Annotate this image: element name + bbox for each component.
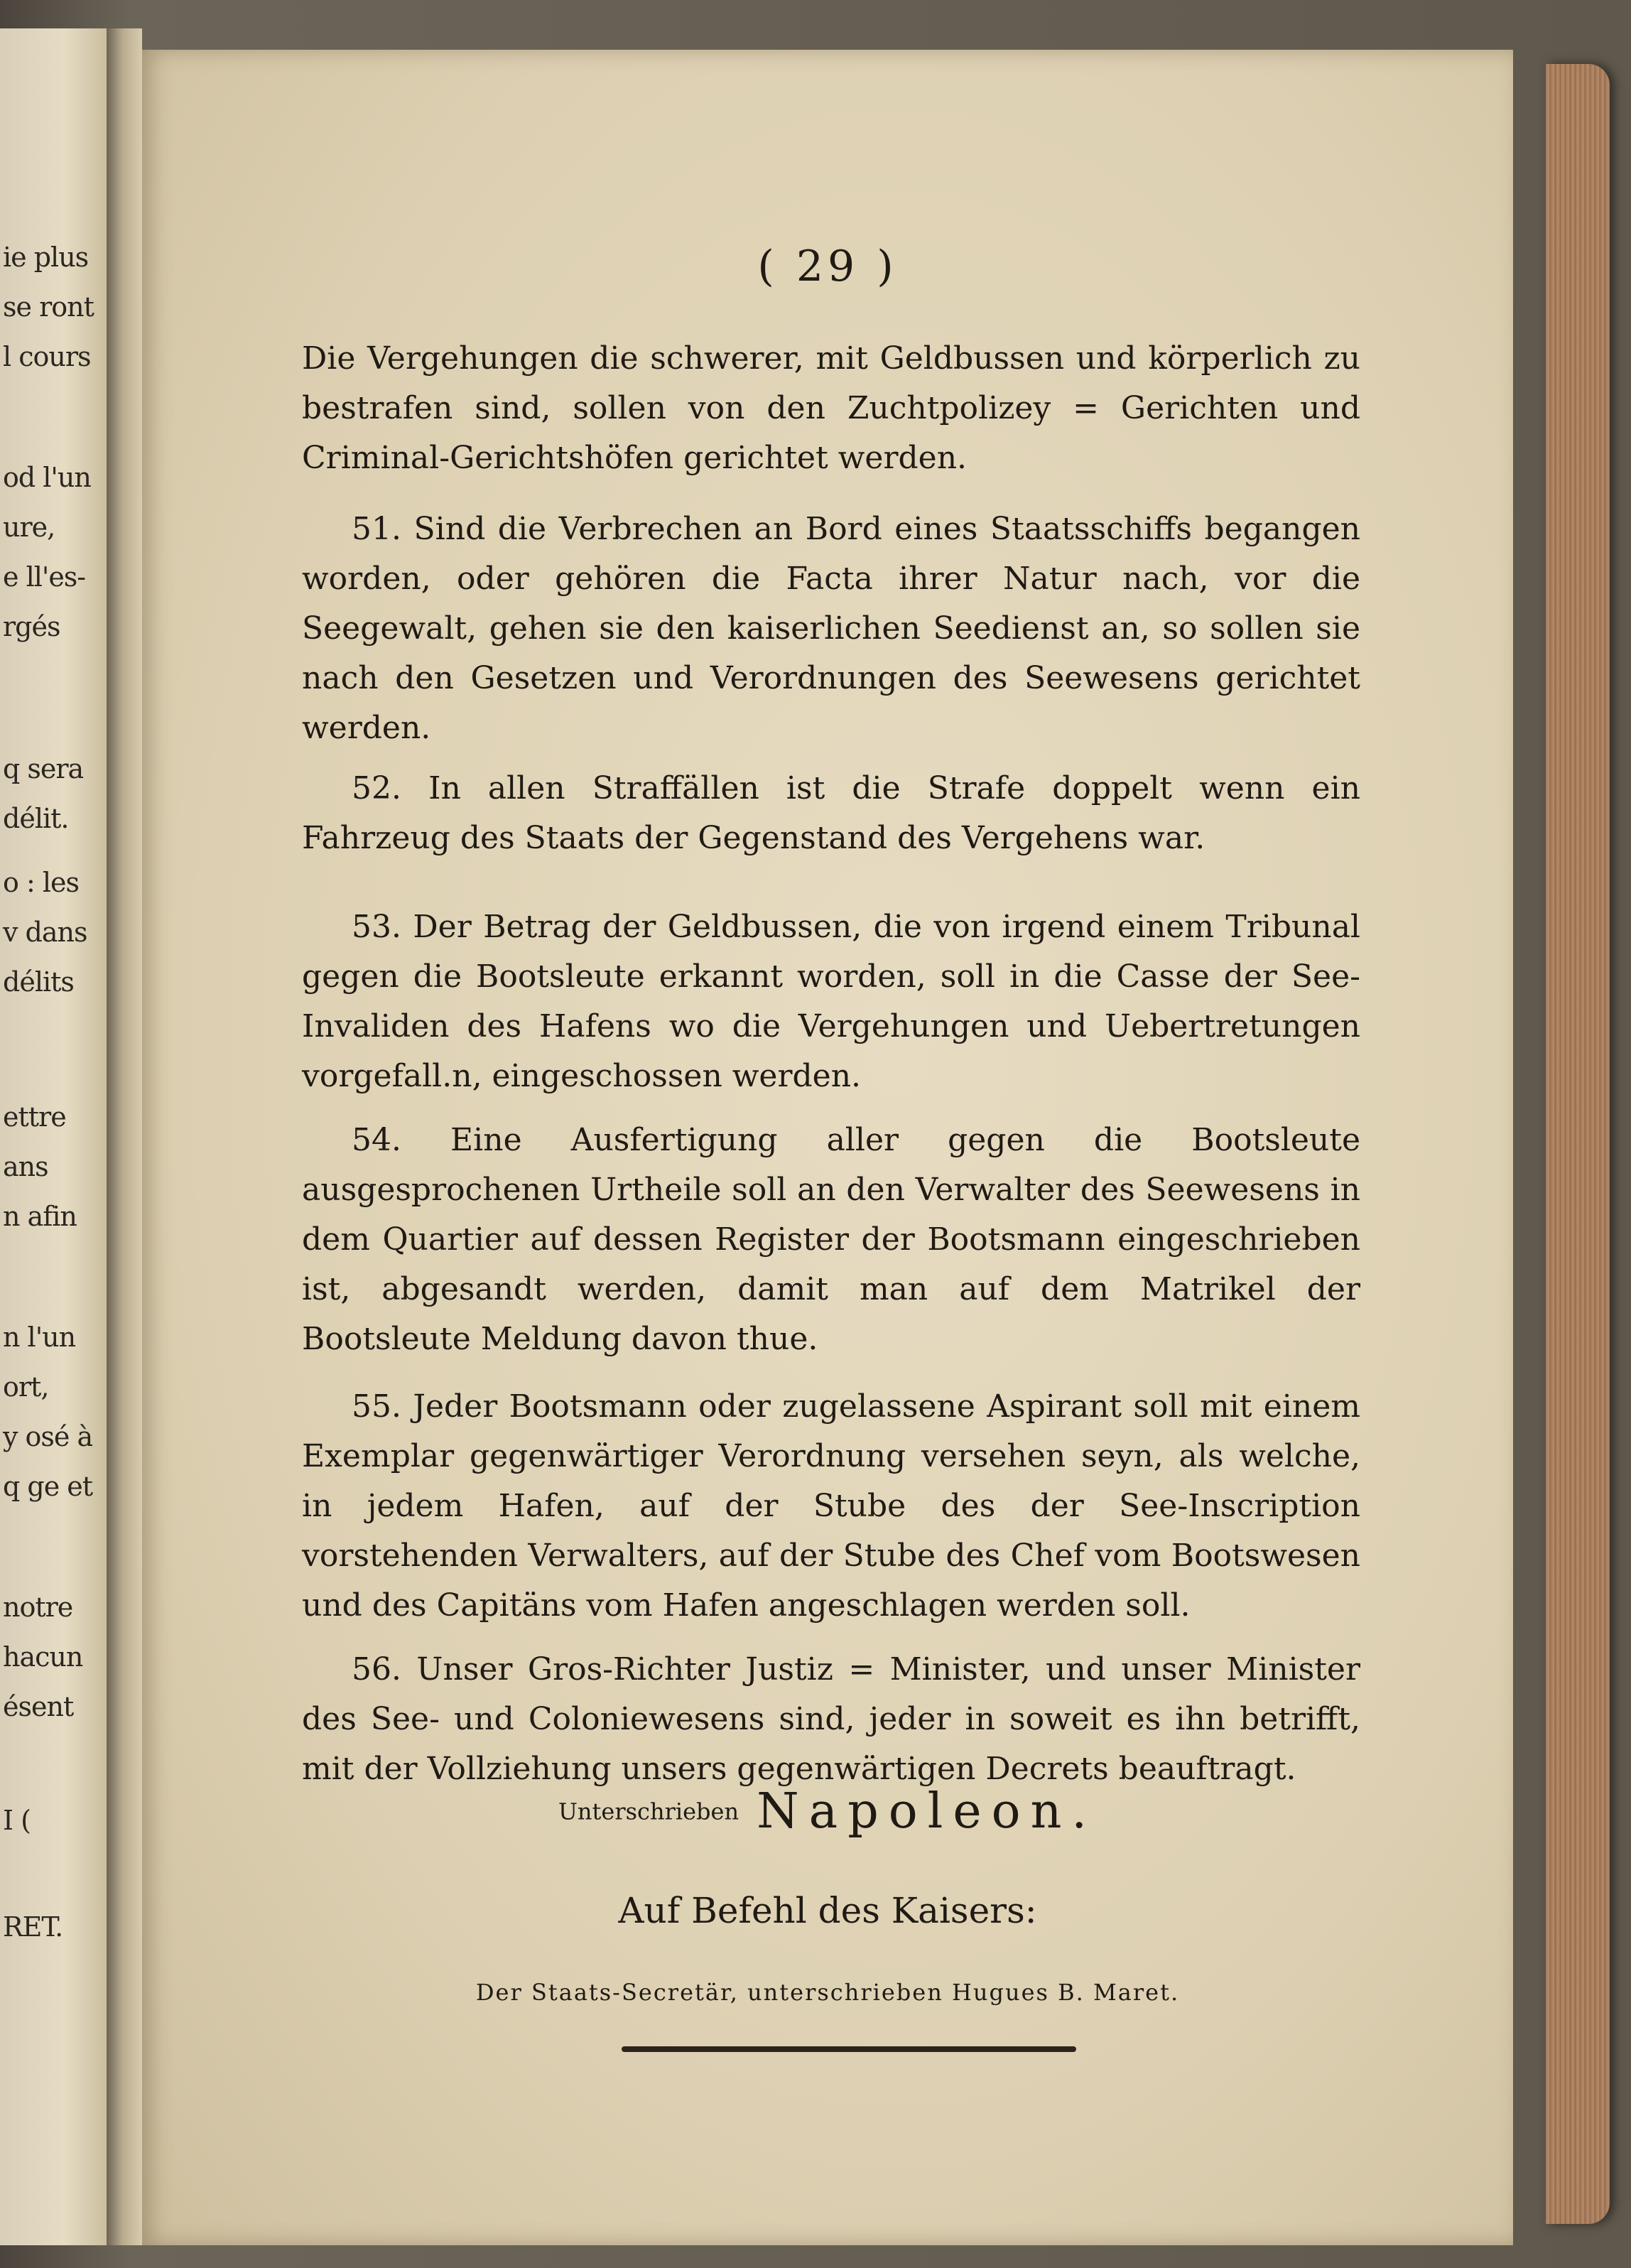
signature-line xyxy=(142,1783,1513,1840)
left-fragment: ans xyxy=(3,1151,48,1182)
secretary-line: Der Staats-Secretär, unterschrieben Hugues B. Maret. xyxy=(475,1979,1180,2006)
paragraph-intro: Die Vergehungen die schwerer, mit Geldbussen und körperlich zu bestrafen sind, sollen von den Zuchtpolizey = Gerichten und Criminal-Gerichtshöfen gerichtet werden. xyxy=(302,340,1360,476)
order-line: Auf Befehl des Kaisers: xyxy=(618,1890,1037,1931)
paragraph-52: 52. In allen Straffällen ist die Strafe doppelt wenn ein Fahrzeug des Staats der Gegenstand des Vergehens war. xyxy=(302,770,1360,856)
left-fragment: y osé à xyxy=(3,1421,93,1452)
signer-name: Napoleon. xyxy=(757,1783,1098,1840)
left-fragment: I ( xyxy=(3,1805,31,1836)
left-fragment: ie plus xyxy=(3,242,89,273)
left-fragment: n afin xyxy=(3,1201,77,1232)
left-fragment: hacun xyxy=(3,1641,83,1673)
signed-label: Unterschrieben xyxy=(558,1798,739,1825)
left-fragment: e ll'es- xyxy=(3,561,86,593)
left-fragment: v dans xyxy=(3,917,87,948)
left-fragment: ure, xyxy=(3,512,55,543)
left-fragment: délit. xyxy=(3,803,69,834)
paragraph-54: 54. Eine Ausfertigung aller gegen die Bootsleute ausgesprochenen Urtheile soll an den Verwalter des Seewesens in dem Quartier auf dessen Register der Bootsmann eingeschrieben ist, abgesandt werden, damit man auf dem Matrikel der Bootsleute Meldung davon thue. xyxy=(302,1122,1360,1357)
paragraph-51: 51. Sind die Verbrechen an Bord eines Staatsschiffs begangen worden, oder gehören die Facta ihrer Natur nach, vor die Seegewalt, gehen sie den kaiserlichen Seedienst an, so sollen sie nach den Gesetzen und Verordnungen des Seewesens gerichtet werden. xyxy=(302,511,1360,746)
left-fragment: l cours xyxy=(3,341,91,372)
left-fragment: n l'un xyxy=(3,1322,76,1353)
left-fragment: notre xyxy=(3,1592,73,1623)
book-gutter xyxy=(107,28,142,2245)
left-fragment: od l'un xyxy=(3,462,91,493)
page-number: ( 29 ) xyxy=(757,242,898,291)
left-fragment: RET. xyxy=(3,1911,63,1943)
left-fragment: q sera xyxy=(3,753,84,784)
left-fragment: rgés xyxy=(3,611,60,642)
left-fragment: o : les xyxy=(3,867,79,898)
left-fragment: ésent xyxy=(3,1691,74,1722)
paragraph-56: 56. Unser Gros-Richter Justiz = Minister, und unser Minister des See- und Coloniewesens sind, jeder in soweit es ihn betrifft, mit der Vollziehung unsers gegenwärtigen Decrets beauftragt. xyxy=(302,1651,1360,1787)
left-fragment: ettre xyxy=(3,1101,66,1133)
paragraph-53: 53. Der Betrag der Geldbussen, die von irgend einem Tribunal gegen die Bootsleute erkannt worden, soll in die Casse der See-Invaliden des Hafens wo die Vergehungen und Uebertretungen vorgefall.n, eingeschossen werden. xyxy=(302,909,1360,1094)
document-page xyxy=(142,50,1513,2245)
left-fragment: q ge et xyxy=(3,1471,93,1502)
left-fragment: se ront xyxy=(3,291,94,323)
left-fragment: délits xyxy=(3,966,74,998)
paragraph-55: 55. Jeder Bootsmann oder zugelassene Aspirant soll mit einem Exemplar gegenwärtiger Verordnung versehen seyn, als welche, in jedem Hafen, auf der Stube des der See-Inscription vorstehenden Verwalters, auf der Stube des Chef vom Bootswesen und des Capitäns vom Hafen angeschlagen werden soll. xyxy=(302,1388,1360,1624)
left-fragment: ort, xyxy=(3,1371,49,1403)
left-facing-page-edge xyxy=(0,28,111,2245)
page-stack-edge xyxy=(1546,64,1610,2224)
closing-rule xyxy=(622,2046,1076,2052)
